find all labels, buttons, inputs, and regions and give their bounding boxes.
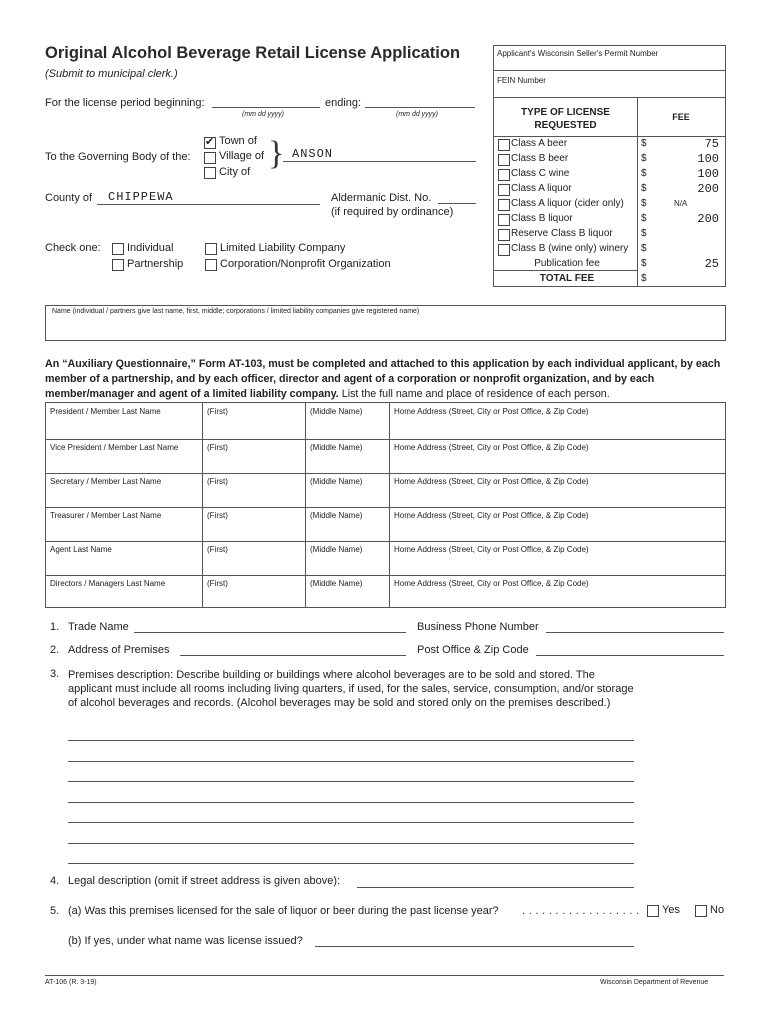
- dollar-sign: $: [641, 273, 647, 284]
- fee-value[interactable]: 100: [697, 152, 719, 166]
- partnership-checkbox[interactable]: [112, 259, 124, 271]
- aldermanic-field[interactable]: [438, 203, 476, 204]
- fee-value[interactable]: 75: [704, 137, 719, 151]
- yes-label: Yes: [662, 904, 680, 916]
- form-subtitle: (Submit to municipal clerk.): [45, 68, 178, 80]
- officer-last-name-label: Vice President / Member Last Name: [50, 443, 179, 452]
- officer-row-divider: [45, 575, 725, 576]
- officer-address-label: Home Address (Street, City or Post Office, & Zip Code): [394, 407, 589, 416]
- license-label: Class A liquor: [511, 183, 572, 194]
- county-field[interactable]: [97, 204, 320, 205]
- q2-right-label: Post Office & Zip Code: [417, 644, 529, 656]
- license-label: Reserve Class B liquor: [511, 228, 613, 239]
- q2-number: 2.: [50, 644, 60, 656]
- officer-middle-label: (Middle Name): [310, 407, 363, 416]
- individual-label: Individual: [127, 242, 174, 254]
- license-name-field[interactable]: [315, 946, 634, 947]
- yes-checkbox[interactable]: [647, 905, 659, 917]
- license-label: Class C wine: [511, 168, 570, 179]
- dollar-sign: $: [641, 213, 647, 224]
- officer-first-label: (First): [207, 511, 228, 520]
- fein-label: FEIN Number: [497, 76, 546, 85]
- form-number: AT-106 (R. 3-19): [45, 979, 97, 986]
- officer-last-name-label: Secretary / Member Last Name: [50, 477, 162, 486]
- date-hint-end: (mm dd yyyy): [396, 111, 438, 118]
- phone-field[interactable]: [546, 632, 724, 633]
- legal-description-field[interactable]: [357, 887, 634, 888]
- individual-checkbox[interactable]: [112, 243, 124, 255]
- officer-address-label: Home Address (Street, City or Post Office, & Zip Code): [394, 579, 589, 588]
- department: Wisconsin Department of Revenue: [600, 979, 709, 986]
- dollar-sign: $: [641, 153, 647, 164]
- no-checkbox[interactable]: [695, 905, 707, 917]
- license-checkbox[interactable]: [498, 229, 510, 241]
- corporation-checkbox[interactable]: [205, 259, 217, 271]
- license-label: Class A beer: [511, 138, 568, 149]
- officer-first-label: (First): [207, 545, 228, 554]
- dollar-sign: $: [641, 183, 647, 194]
- officer-row-divider: [45, 541, 725, 542]
- period-beginning-field[interactable]: [212, 107, 320, 108]
- divider: [493, 97, 725, 98]
- officer-address-label: Home Address (Street, City or Post Office, & Zip Code): [394, 443, 589, 452]
- license-row[interactable]: [497, 182, 637, 197]
- description-line[interactable]: [68, 740, 634, 741]
- description-line[interactable]: [68, 863, 634, 864]
- fee-value[interactable]: 200: [697, 182, 719, 196]
- officer-address-label: Home Address (Street, City or Post Office, & Zip Code): [394, 545, 589, 554]
- fee-header: FEE: [672, 112, 690, 122]
- officer-row-divider: [45, 439, 725, 440]
- q5-dots: . . . . . . . . . . . . . . . . . .: [522, 905, 640, 917]
- town-label: Town of: [219, 135, 257, 147]
- fee-value[interactable]: 200: [697, 212, 719, 226]
- license-checkbox[interactable]: [498, 184, 510, 196]
- corporation-label: Corporation/Nonprofit Organization: [220, 258, 391, 270]
- type-header-line1: TYPE OF LICENSE: [521, 107, 610, 118]
- type-header: [494, 106, 637, 132]
- brace: }: [268, 135, 285, 172]
- dollar-sign: $: [641, 198, 647, 209]
- officer-last-name-label: President / Member Last Name: [50, 407, 161, 416]
- municipality-value: ANSON: [292, 147, 334, 161]
- city-label: City of: [219, 166, 251, 178]
- sellers-permit-label: Applicant's Wisconsin Seller's Permit Number: [497, 49, 659, 58]
- dollar-sign: $: [641, 168, 647, 179]
- officers-table: [45, 402, 726, 608]
- license-row[interactable]: [497, 212, 637, 227]
- officer-middle-label: (Middle Name): [310, 545, 363, 554]
- q1-right-label: Business Phone Number: [417, 621, 539, 633]
- q3-text: Premises description: Describe building or buildings where alcohol beverages are to be sold and stored. The applicant must include all rooms including living quarters, if used, for the sales, service, consumption, and/or storage of alcohol beverages and records. (Alcohol beverages may be sold and stored only on the premises described.): [68, 669, 634, 709]
- q4-label: Legal description (omit if street address is given above):: [68, 875, 341, 887]
- divider: [389, 402, 390, 607]
- check-one-label: Check one:: [45, 242, 101, 254]
- officer-last-name-label: Directors / Managers Last Name: [50, 579, 166, 588]
- llc-checkbox[interactable]: [205, 243, 217, 255]
- license-checkbox[interactable]: [498, 199, 510, 211]
- license-label: Class A liquor (cider only): [511, 198, 624, 209]
- description-line[interactable]: [68, 822, 634, 823]
- q3-number: 3.: [50, 668, 60, 680]
- village-checkbox[interactable]: [204, 152, 216, 164]
- footer-divider: [45, 975, 724, 976]
- license-row[interactable]: [497, 152, 637, 167]
- type-header-line2: REQUESTED: [534, 120, 597, 131]
- name-box-label: Name (individual / partners give last name, first, middle; corporations / limited liability companies give registered name): [52, 308, 420, 315]
- date-hint-begin: (mm dd yyyy): [242, 111, 284, 118]
- divider: [493, 70, 725, 71]
- divider: [305, 402, 306, 607]
- license-row[interactable]: [497, 167, 637, 182]
- officer-middle-label: (Middle Name): [310, 477, 363, 486]
- q2-label: Address of Premises: [68, 644, 170, 656]
- municipality-field[interactable]: [283, 161, 476, 162]
- county-value: CHIPPEWA: [108, 190, 174, 204]
- q1-number: 1.: [50, 621, 60, 633]
- license-row: [497, 257, 637, 272]
- officer-row-divider: [45, 507, 725, 508]
- aux-bold: An “Auxiliary Questionnaire,” Form AT-103, must be completed and attached to this application by each individual applicant, by each member of a partnership, and by each officer, director and agent of a corporation or nonprofit organization, and by each member/manager and agent of a limited liability company.: [45, 358, 721, 400]
- officer-first-label: (First): [207, 443, 228, 452]
- q4-number: 4.: [50, 875, 60, 887]
- description-line[interactable]: [68, 761, 634, 762]
- license-label: Class B liquor: [511, 213, 573, 224]
- llc-label: Limited Liability Company: [220, 242, 346, 254]
- license-label: Class B beer: [511, 153, 569, 164]
- license-label: Publication fee: [534, 258, 600, 269]
- aux-normal: List the full name and place of residence of each person.: [341, 388, 610, 400]
- license-row[interactable]: [497, 137, 637, 152]
- license-row: [497, 272, 637, 287]
- city-checkbox[interactable]: [204, 167, 216, 179]
- po-zip-field[interactable]: [536, 655, 724, 656]
- period-beginning-label: For the license period beginning:: [45, 97, 205, 109]
- officer-row-divider: [45, 473, 725, 474]
- q5a-text: (a) Was this premises licensed for the sale of liquor or beer during the past license year?: [68, 905, 499, 917]
- town-checkbox[interactable]: [204, 137, 216, 149]
- license-label: TOTAL FEE: [539, 273, 595, 284]
- officer-first-label: (First): [207, 579, 228, 588]
- officer-middle-label: (Middle Name): [310, 443, 363, 452]
- divider: [202, 402, 203, 607]
- aldermanic-label: Aldermanic Dist. No.: [331, 192, 432, 204]
- q1-label: Trade Name: [68, 621, 129, 633]
- officer-first-label: (First): [207, 477, 228, 486]
- license-checkbox[interactable]: [498, 154, 510, 166]
- license-checkbox[interactable]: [498, 214, 510, 226]
- dollar-sign: $: [641, 243, 647, 254]
- description-line[interactable]: [68, 781, 634, 782]
- license-checkbox[interactable]: [498, 169, 510, 181]
- q5-number: 5.: [50, 905, 60, 917]
- trade-name-field[interactable]: [134, 632, 406, 633]
- officer-address-label: Home Address (Street, City or Post Office, & Zip Code): [394, 477, 589, 486]
- license-row[interactable]: [497, 227, 637, 242]
- no-label: No: [710, 904, 725, 916]
- description-line[interactable]: [68, 802, 634, 803]
- officer-address-label: Home Address (Street, City or Post Office, & Zip Code): [394, 511, 589, 520]
- governing-label: To the Governing Body of the:: [45, 151, 191, 163]
- officer-middle-label: (Middle Name): [310, 579, 363, 588]
- fee-value[interactable]: N/A: [674, 199, 688, 208]
- dollar-sign: $: [641, 138, 647, 149]
- address-field[interactable]: [180, 655, 406, 656]
- dollar-sign: $: [641, 228, 647, 239]
- license-checkbox[interactable]: [498, 244, 510, 256]
- officer-middle-label: (Middle Name): [310, 511, 363, 520]
- period-ending-label: ending:: [325, 97, 362, 109]
- license-checkbox[interactable]: [498, 139, 510, 151]
- dollar-sign: $: [641, 258, 647, 269]
- aldermanic-note: (if required by ordinance): [331, 206, 454, 218]
- description-line[interactable]: [68, 843, 634, 844]
- officer-first-label: (First): [207, 407, 228, 416]
- license-row[interactable]: [497, 197, 637, 212]
- license-label: Class B (wine only) winery: [511, 243, 629, 254]
- form-title: Original Alcohol Beverage Retail License Application: [45, 44, 461, 62]
- period-ending-field[interactable]: [365, 107, 475, 108]
- divider: [637, 97, 638, 286]
- officer-last-name-label: Treasurer / Member Last Name: [50, 511, 162, 520]
- aux-paragraph: [45, 357, 730, 402]
- partnership-label: Partnership: [127, 258, 184, 270]
- county-label: County of: [45, 192, 93, 204]
- village-label: Village of: [219, 150, 265, 162]
- fee-value[interactable]: 100: [697, 167, 719, 181]
- officer-last-name-label: Agent Last Name: [50, 545, 112, 554]
- fee-value[interactable]: 25: [704, 257, 719, 271]
- license-row[interactable]: [497, 242, 637, 257]
- q5b-text: (b) If yes, under what name was license issued?: [68, 935, 303, 947]
